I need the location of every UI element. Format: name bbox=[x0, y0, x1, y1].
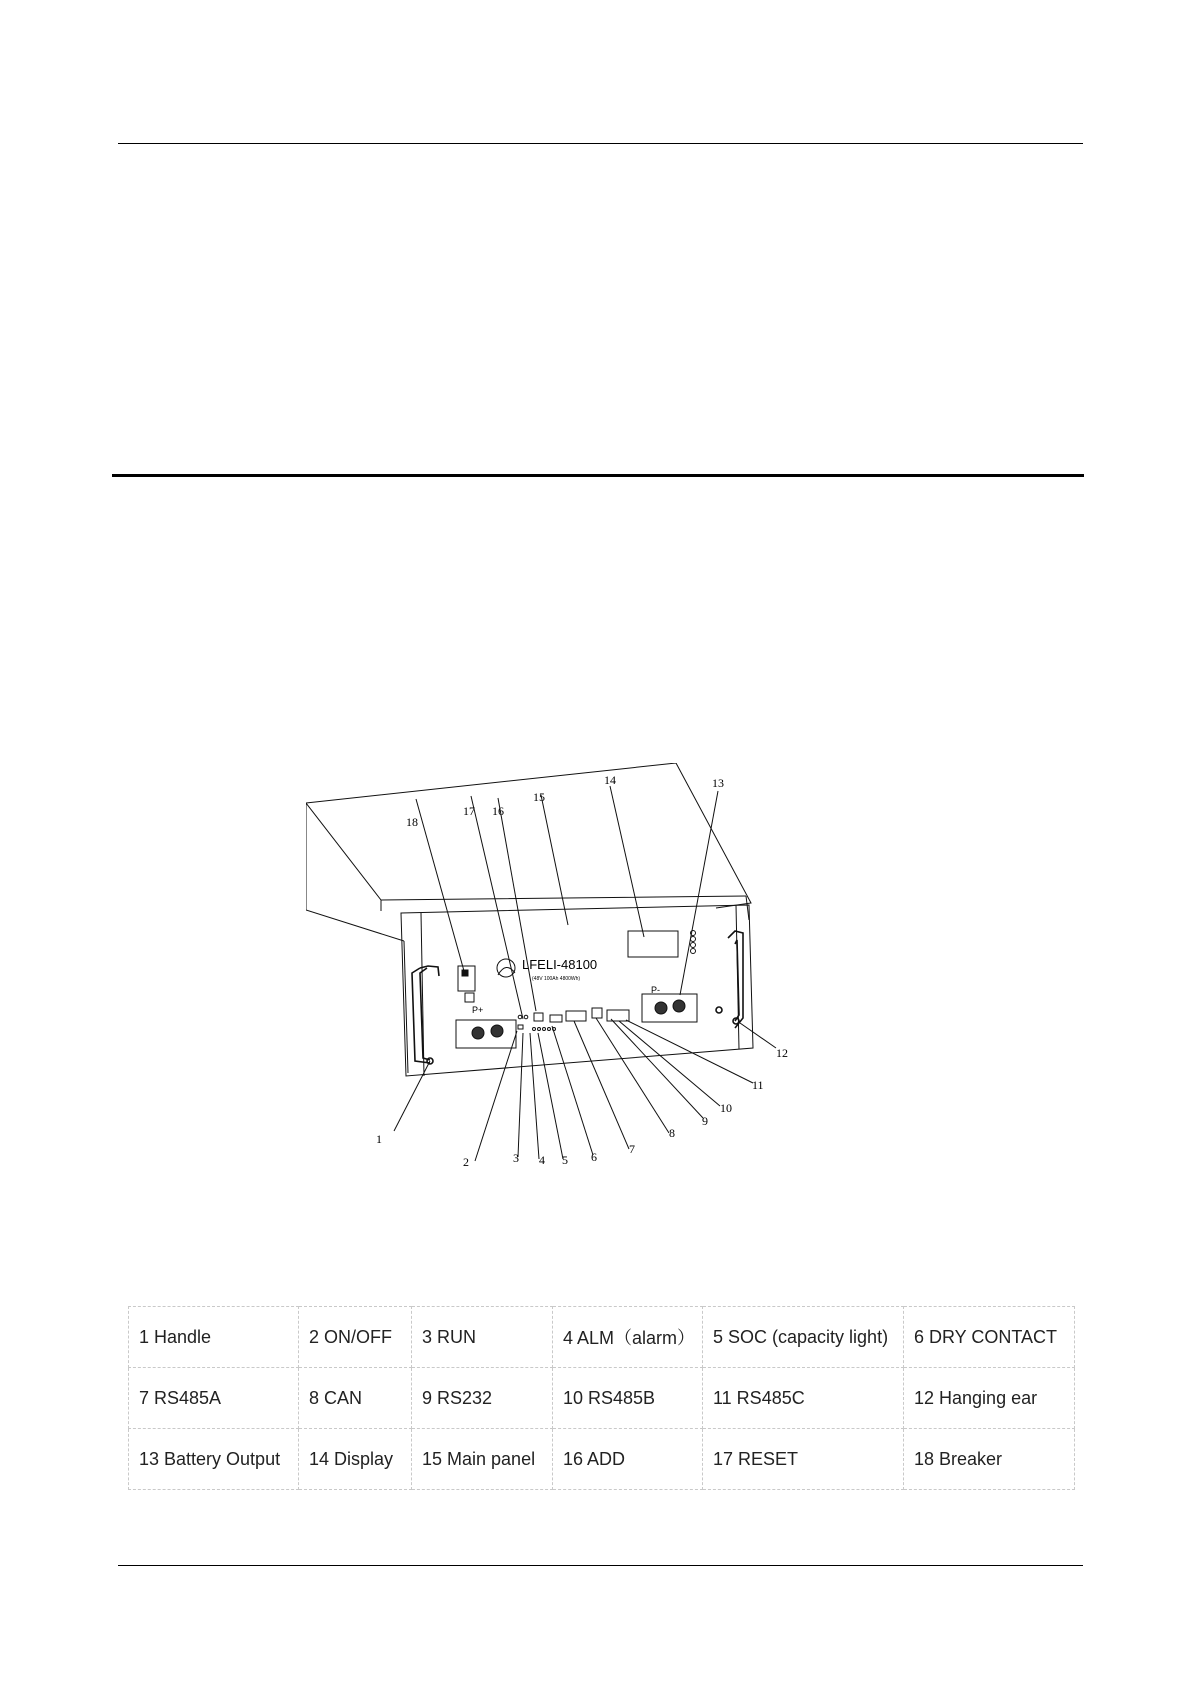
table-row bbox=[129, 1368, 1075, 1429]
callout-12: 12 bbox=[776, 1046, 788, 1060]
header-rule bbox=[118, 143, 1083, 144]
table-cell: 5 SOC (capacity light) bbox=[703, 1307, 904, 1368]
port-row bbox=[518, 1008, 629, 1031]
left-terminal-block bbox=[456, 1020, 516, 1048]
panel-spec-text: (48V 100Ah 4800Wh) bbox=[532, 976, 581, 982]
callout-18: 18 bbox=[406, 815, 418, 829]
table-cell: 2 ON/OFF bbox=[299, 1307, 412, 1368]
right-terminal-block bbox=[642, 994, 697, 1022]
callout-15: 15 bbox=[533, 790, 545, 804]
callout-2: 2 bbox=[463, 1155, 469, 1169]
table-cell: 6 DRY CONTACT bbox=[904, 1307, 1075, 1368]
section-divider bbox=[112, 474, 1084, 477]
callout-3: 3 bbox=[513, 1151, 519, 1165]
callout-16: 16 bbox=[492, 804, 504, 818]
callout-9: 9 bbox=[702, 1114, 708, 1128]
table-cell: 14 Display bbox=[299, 1429, 412, 1490]
table-cell: 17 RESET bbox=[703, 1429, 904, 1490]
table-cell: 4 ALM（alarm） bbox=[553, 1307, 703, 1368]
battery-drawing bbox=[306, 763, 846, 1233]
callout-7: 7 bbox=[629, 1142, 635, 1156]
callout-5: 5 bbox=[562, 1153, 568, 1167]
table-cell: 10 RS485B bbox=[553, 1368, 703, 1429]
battery-chassis bbox=[306, 763, 753, 1076]
callout-11: 11 bbox=[752, 1078, 764, 1092]
footer-rule bbox=[118, 1565, 1083, 1566]
table-cell: 16 ADD bbox=[553, 1429, 703, 1490]
table-row bbox=[129, 1429, 1075, 1490]
table-cell: 18 Breaker bbox=[904, 1429, 1075, 1490]
table-cell: 1 Handle bbox=[129, 1307, 299, 1368]
callout-4: 4 bbox=[539, 1153, 545, 1167]
table-cell: 15 Main panel bbox=[412, 1429, 553, 1490]
table-cell: 8 CAN bbox=[299, 1368, 412, 1429]
display-screen bbox=[628, 931, 678, 957]
callout-17: 17 bbox=[463, 804, 475, 818]
callout-13: 13 bbox=[712, 776, 724, 790]
table-row bbox=[129, 1307, 1075, 1368]
left-handle bbox=[412, 966, 439, 1064]
table-cell: 7 RS485A bbox=[129, 1368, 299, 1429]
panel-model-text: LFELI-48100 bbox=[522, 957, 598, 972]
callout-1: 1 bbox=[376, 1132, 382, 1146]
right-handle bbox=[716, 931, 743, 1028]
table-cell: 12 Hanging ear bbox=[904, 1368, 1075, 1429]
callout-6: 6 bbox=[591, 1150, 597, 1164]
p-plus-label: P+ bbox=[472, 1005, 484, 1015]
table-cell: 3 RUN bbox=[412, 1307, 553, 1368]
callout-14: 14 bbox=[604, 773, 616, 787]
callout-10: 10 bbox=[720, 1101, 732, 1115]
table-cell: 13 Battery Output bbox=[129, 1429, 299, 1490]
table-cell: 9 RS232 bbox=[412, 1368, 553, 1429]
callout-8: 8 bbox=[669, 1126, 675, 1140]
breaker bbox=[458, 966, 475, 1002]
table-cell: 11 RS485C bbox=[703, 1368, 904, 1429]
p-minus-label: P- bbox=[651, 985, 660, 995]
battery-front-panel-diagram bbox=[306, 763, 846, 1233]
parts-legend-table bbox=[128, 1306, 1075, 1490]
